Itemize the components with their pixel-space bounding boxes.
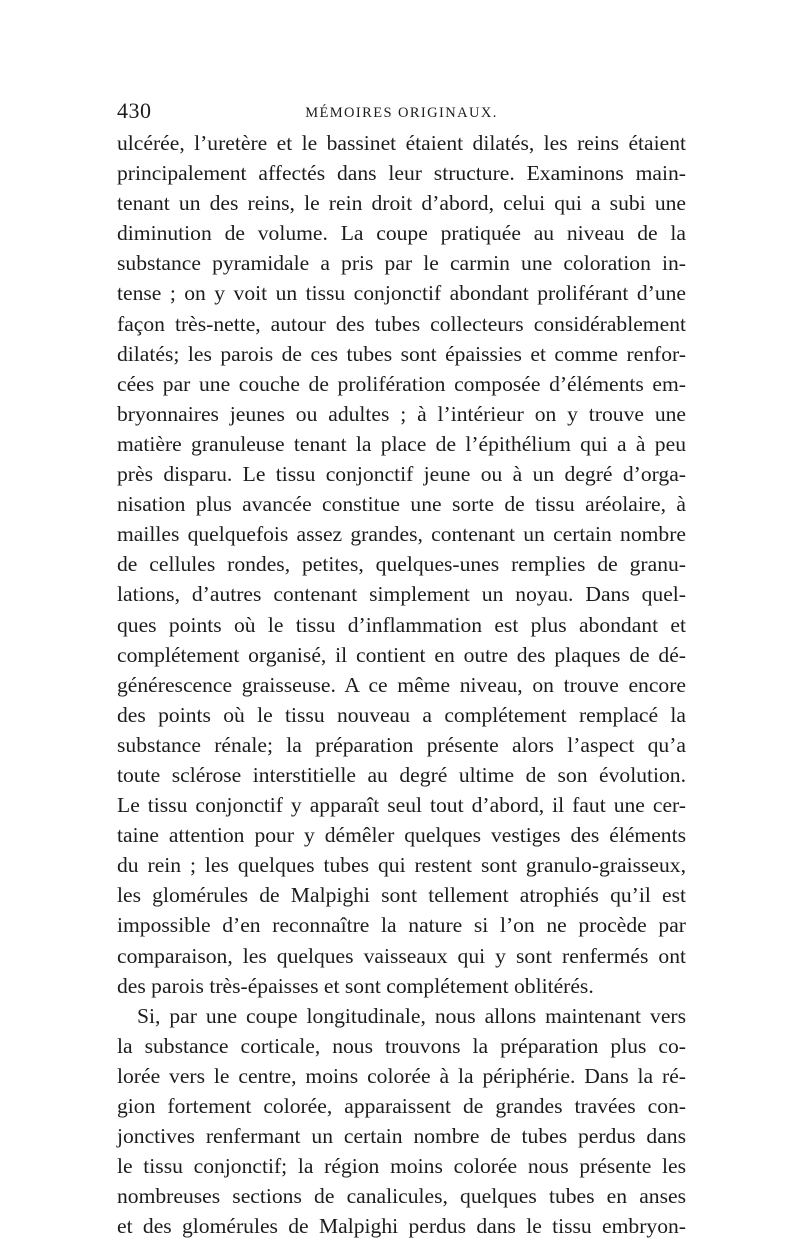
text-line: lations, d’autres contenant simplement un noyau. Dans quel- bbox=[117, 582, 686, 607]
text-line: impossible d’en reconnaître la nature si l’on ne procède par bbox=[117, 913, 686, 938]
text-line: tenant un des reins, le rein droit d’abord, celui qui a subi une bbox=[117, 191, 686, 216]
text-line: lorée vers le centre, moins colorée à la périphérie. Dans la ré- bbox=[117, 1063, 686, 1088]
text-line: matière granuleuse tenant la place de l’épithélium qui a à peu bbox=[117, 431, 686, 456]
text-line: nombreuses sections de canalicules, quelques tubes en anses bbox=[117, 1184, 686, 1209]
paragraph-1 bbox=[117, 128, 686, 1001]
text-line: Le tissu conjonctif y apparaît seul tout d’abord, il faut une cer- bbox=[117, 793, 686, 818]
text-line: nisation plus avancée constitue une sorte de tissu aréolaire, à bbox=[117, 492, 686, 517]
text-line: générescence graisseuse. A ce même niveau, on trouve encore bbox=[117, 672, 686, 697]
text-line: taine attention pour y démêler quelques vestiges des éléments bbox=[117, 823, 686, 848]
text-line: la substance corticale, nous trouvons la préparation plus co- bbox=[117, 1033, 686, 1058]
running-head bbox=[117, 96, 686, 126]
text-line: ulcérée, l’uretère et le bassinet étaient dilatés, les reins étaient bbox=[117, 131, 686, 155]
text-line: et des glomérules de Malpighi perdus dans le tissu embryon- bbox=[117, 1214, 686, 1239]
body-text bbox=[117, 128, 686, 1241]
text-line: diminution de volume. La coupe pratiquée au niveau de la bbox=[117, 221, 686, 246]
text-line: façon très-nette, autour des tubes collecteurs considérablement bbox=[117, 311, 686, 336]
text-line: dilatés; les parois de ces tubes sont épaissies et comme renfor- bbox=[117, 341, 686, 366]
text-line: cées par une couche de prolifération composée d’éléments em- bbox=[117, 371, 686, 396]
running-title: MÉMOIRES ORIGINAUX. bbox=[305, 105, 498, 121]
text-line: substance rénale; la préparation présente alors l’aspect qu’a bbox=[117, 732, 686, 757]
text-line: substance pyramidale a pris par le carmin une coloration in- bbox=[117, 251, 686, 276]
text-line: le tissu conjonctif; la région moins colorée nous présente les bbox=[117, 1154, 686, 1179]
text-line: ques points où le tissu d’inflammation est plus abondant et bbox=[117, 612, 686, 637]
text-line: les glomérules de Malpighi sont tellement atrophiés qu’il est bbox=[117, 883, 686, 908]
text-line: près disparu. Le tissu conjonctif jeune ou à un degré d’orga- bbox=[117, 462, 686, 487]
text-line: complétement organisé, il contient en outre des plaques de dé- bbox=[117, 642, 686, 667]
text-line: principalement affectés dans leur structure. Examinons main- bbox=[117, 161, 686, 186]
text-line: toute sclérose interstitielle au degré ultime de son évolution. bbox=[117, 762, 686, 787]
text-line: bryonnaires jeunes ou adultes ; à l’intérieur on y trouve une bbox=[117, 401, 686, 426]
text-line: tense ; on y voit un tissu conjonctif abondant proliférant d’une bbox=[117, 281, 686, 306]
paragraph-2 bbox=[117, 1001, 686, 1241]
text-line: Si, par une coupe longitudinale, nous allons maintenant vers bbox=[137, 1003, 686, 1028]
text-line: des parois très-épaisses et sont complétement oblitérés. bbox=[117, 973, 594, 998]
text-line: comparaison, les quelques vaisseaux qui y sont renfermés ont bbox=[117, 943, 686, 968]
text-line: mailles quelquefois assez grandes, contenant un certain nombre bbox=[117, 522, 686, 547]
text-line: gion fortement colorée, apparaissent de grandes travées con- bbox=[117, 1094, 686, 1118]
text-line: jonctives renfermant un certain nombre de tubes perdus dans bbox=[117, 1124, 686, 1149]
page-number: 430 bbox=[117, 98, 152, 123]
text-line: des points où le tissu nouveau a complétement remplacé la bbox=[117, 702, 686, 727]
text-line: du rein ; les quelques tubes qui restent sont granulo-graisseux, bbox=[117, 853, 686, 878]
text-line: de cellules rondes, petites, quelques-unes remplies de granu- bbox=[117, 552, 686, 577]
